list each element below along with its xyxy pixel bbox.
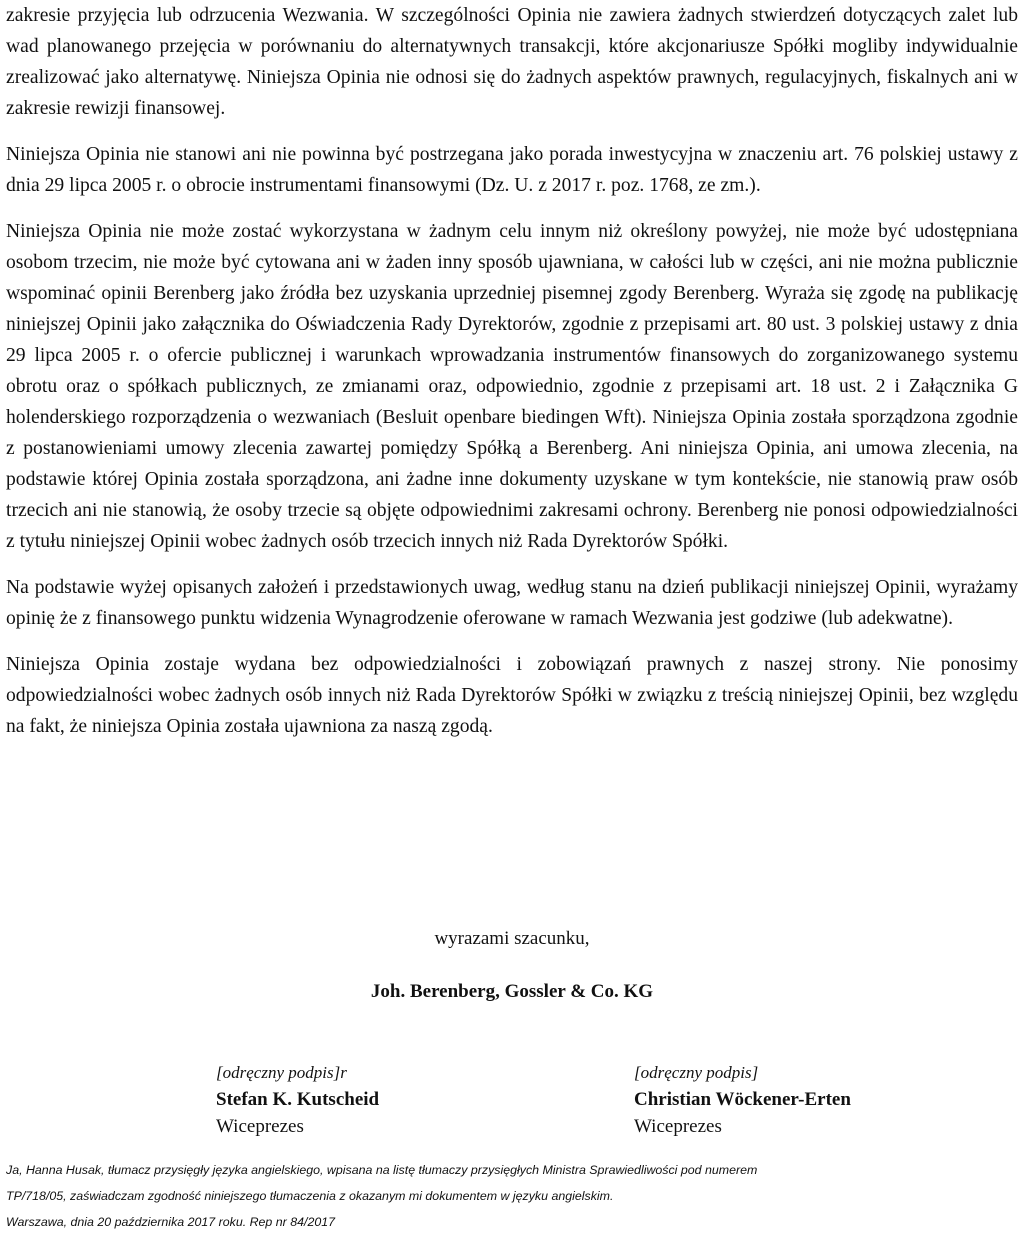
signature-block-right xyxy=(634,1059,851,1140)
translator-certification xyxy=(6,1157,1018,1235)
paragraph-fairness-opinion: Na podstawie wyżej opisanych założeń i przedstawionych uwag, według stanu na dzień publikacji niniejszej Opinii, wyrażamy opinię że z finansowego punktu widzenia Wynagrodzenie oferowane w ramach Wezwania jest godziwe (lub adekwatne). xyxy=(6,577,1018,629)
paragraph-decision-scope: zakresie przyjęcia lub odrzucenia Wezwania. W szczególności Opinia nie zawiera żadnych stwierdzeń dotyczących zalet lub wad planowanego przejęcia w porównaniu do alternatywnych transakcji, które akcjonariusze Spółki mogliby indywidualnie zrealizować jako alternatywę. Niniejsza Opinia nie odnosi się do żadnych aspektów prawnych, regulacyjnych, fiskalnych ani w zakresie rewizji finansowej. xyxy=(6,5,1018,119)
closing-greeting: wyrazami szacunku, xyxy=(434,928,590,949)
signature-note: [odręczny podpis]r xyxy=(216,1063,347,1082)
paragraph-no-liability: Niniejsza Opinia zostaje wydana bez odpowiedzialności i zobowiązań prawnych z naszej strony. Nie ponosimy odpowiedzialności wobec żadnych osób innych niż Rada Dyrektorów Spółki w związku z treścią niniejszej Opinii, bez względu na fakt, że niniejsza Opinia została ujawniona za naszą zgodą. xyxy=(6,654,1018,737)
firm-name: Joh. Berenberg, Gossler & Co. KG xyxy=(370,981,654,1002)
body-text xyxy=(6,0,1018,757)
translator-line: TP/718/05, zaświadczam zgodność niniejszego tłumaczenia z okazanym mi dokumentem w języku angielskim. xyxy=(6,1189,614,1203)
signatory-title: Wiceprezes xyxy=(216,1116,304,1137)
signatory-name: Stefan K. Kutscheid xyxy=(216,1089,380,1110)
signatory-name: Christian Wöckener-Erten xyxy=(634,1089,851,1110)
paragraph-not-investment-advice: Niniejsza Opinia nie stanowi ani nie powinna być postrzegana jako porada inwestycyjna w znaczeniu art. 76 polskiej ustawy z dnia 29 lipca 2005 r. o obrocie instrumentami finansowymi (Dz. U. z 2017 r. poz. 1768, ze zm.). xyxy=(6,144,1018,196)
signatory-title: Wiceprezes xyxy=(634,1116,722,1137)
signature-block-left xyxy=(216,1059,379,1140)
translator-line: Warszawa, dnia 20 października 2017 roku. Rep nr 84/2017 xyxy=(6,1215,336,1229)
translator-line: Ja, Hanna Husak, tłumacz przysięgły języka angielskiego, wpisana na listę tłumaczy przysięgłych Ministra Sprawiedliwości pod numerem xyxy=(6,1163,758,1177)
paragraph-use-restrictions: Niniejsza Opinia nie może zostać wykorzystana w żadnym celu innym niż określony powyżej, nie może być udostępniana osobom trzecim, nie może być cytowana ani w żaden inny sposób ujawniana, w całości lub w części, ani nie można publicznie wspominać opinii Berenberg jako źródła bez uzyskania uprzedniej pisemnej zgody Berenberg. Wyraża się zgodę na publikację niniejszej Opinii jako załącznika do Oświadczenia Rady Dyrektorów, zgodnie z przepisami art. 80 ust. 3 polskiej ustawy z dnia 29 lipca 2005 r. o ofercie publicznej i warunkach wprowadzania instrumentów finansowych do zorganizowanego systemu obrotu oraz o spółkach publicznych, ze zmianami oraz, odpowiednio, zgodnie z przepisami art. 18 ust. 2 i Załącznika G holenderskiego rozporządzenia o wezwaniach (Besluit openbare biedingen Wft). Niniejsza Opinia została sporządzona zgodnie z postanowieniami umowy zlecenia zawartej pomiędzy Spółką a Berenberg. Ani niniejsza Opinia, ani umowa zlecenia, na podstawie której Opinia została sporządzona, ani żadne inne dokumenty uzyskane w tym kontekście, nie stanowią praw osób trzecich ani nie stanowią, że osoby trzecie są objęte odpowiednimi zakresami ochrony. Berenberg nie ponosi odpowiedzialności z tytułu niniejszej Opinii wobec żadnych osób trzecich innych niż Rada Dyrektorów Spółki. xyxy=(6,221,1018,552)
signature-note: [odręczny podpis] xyxy=(634,1063,759,1082)
